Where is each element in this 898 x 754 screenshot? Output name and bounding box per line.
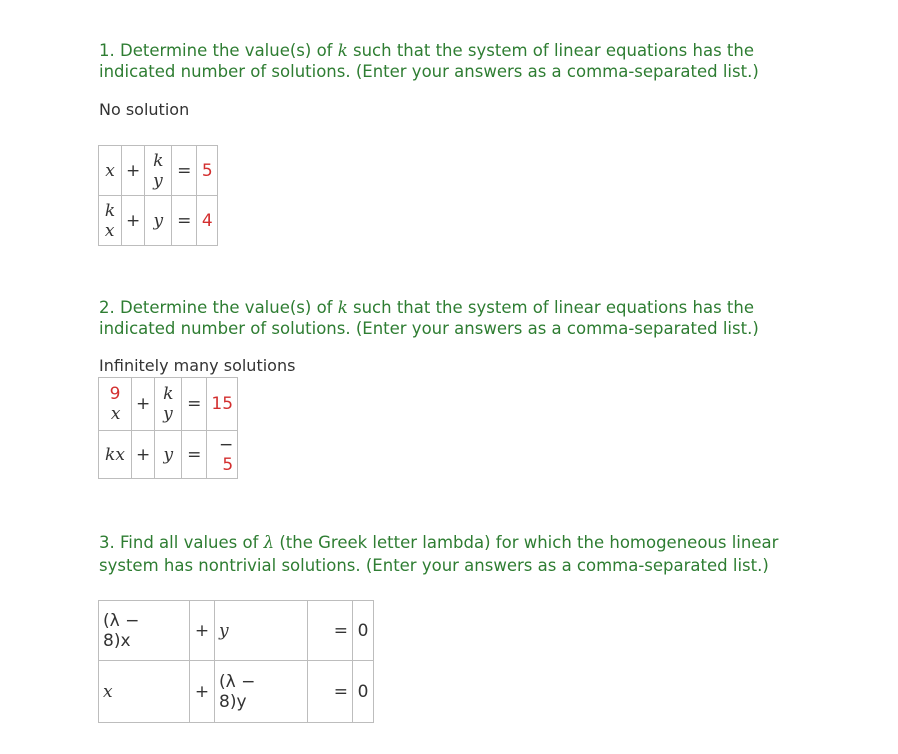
equation-row: x + k y = 5 bbox=[99, 146, 218, 196]
question-3-text: 3. Find all values of λ (the Greek letter lambda) for which the homogeneous linear system has nontrivial solutions. (Enter your answers as a comma-separated list.) bbox=[99, 533, 779, 575]
equation-row: 9 x + k y = 15 bbox=[99, 378, 238, 431]
condition-label: No solution bbox=[99, 100, 190, 119]
question-1-text: 1. Determine the value(s) of k such that the system of linear equations has the indicated number of solutions. (Enter your answers as a comma-separated list.) bbox=[99, 41, 759, 81]
variable-k: k bbox=[337, 41, 348, 60]
equation-row: kx + y = − 5 bbox=[99, 431, 238, 479]
question-number: 2. bbox=[99, 298, 115, 317]
equation-row: k x + y = 4 bbox=[99, 196, 218, 246]
equation-row: x + (λ − 8)y = 0 bbox=[99, 661, 374, 723]
equation-system-1 bbox=[98, 145, 218, 246]
equation-row: (λ − 8)x + y = 0 bbox=[99, 601, 374, 661]
rhs-value: 0 bbox=[353, 601, 374, 661]
rhs-value: 0 bbox=[353, 661, 374, 723]
question-number: 1. bbox=[99, 41, 115, 60]
rhs-value: 4 bbox=[197, 196, 218, 246]
rhs-value: 15 bbox=[207, 378, 238, 431]
equation-system-2 bbox=[98, 377, 238, 479]
variable-k: k bbox=[337, 298, 348, 317]
rhs-value: 5 bbox=[197, 146, 218, 196]
question-number: 3. bbox=[99, 533, 115, 552]
question-2-text: 2. Determine the value(s) of k such that the system of linear equations has the indicated number of solutions. (Enter your answers as a comma-separated list.) bbox=[99, 298, 759, 338]
equation-system-3 bbox=[98, 600, 374, 723]
variable-lambda: λ bbox=[263, 533, 275, 552]
condition-label: Infinitely many solutions bbox=[99, 356, 296, 375]
